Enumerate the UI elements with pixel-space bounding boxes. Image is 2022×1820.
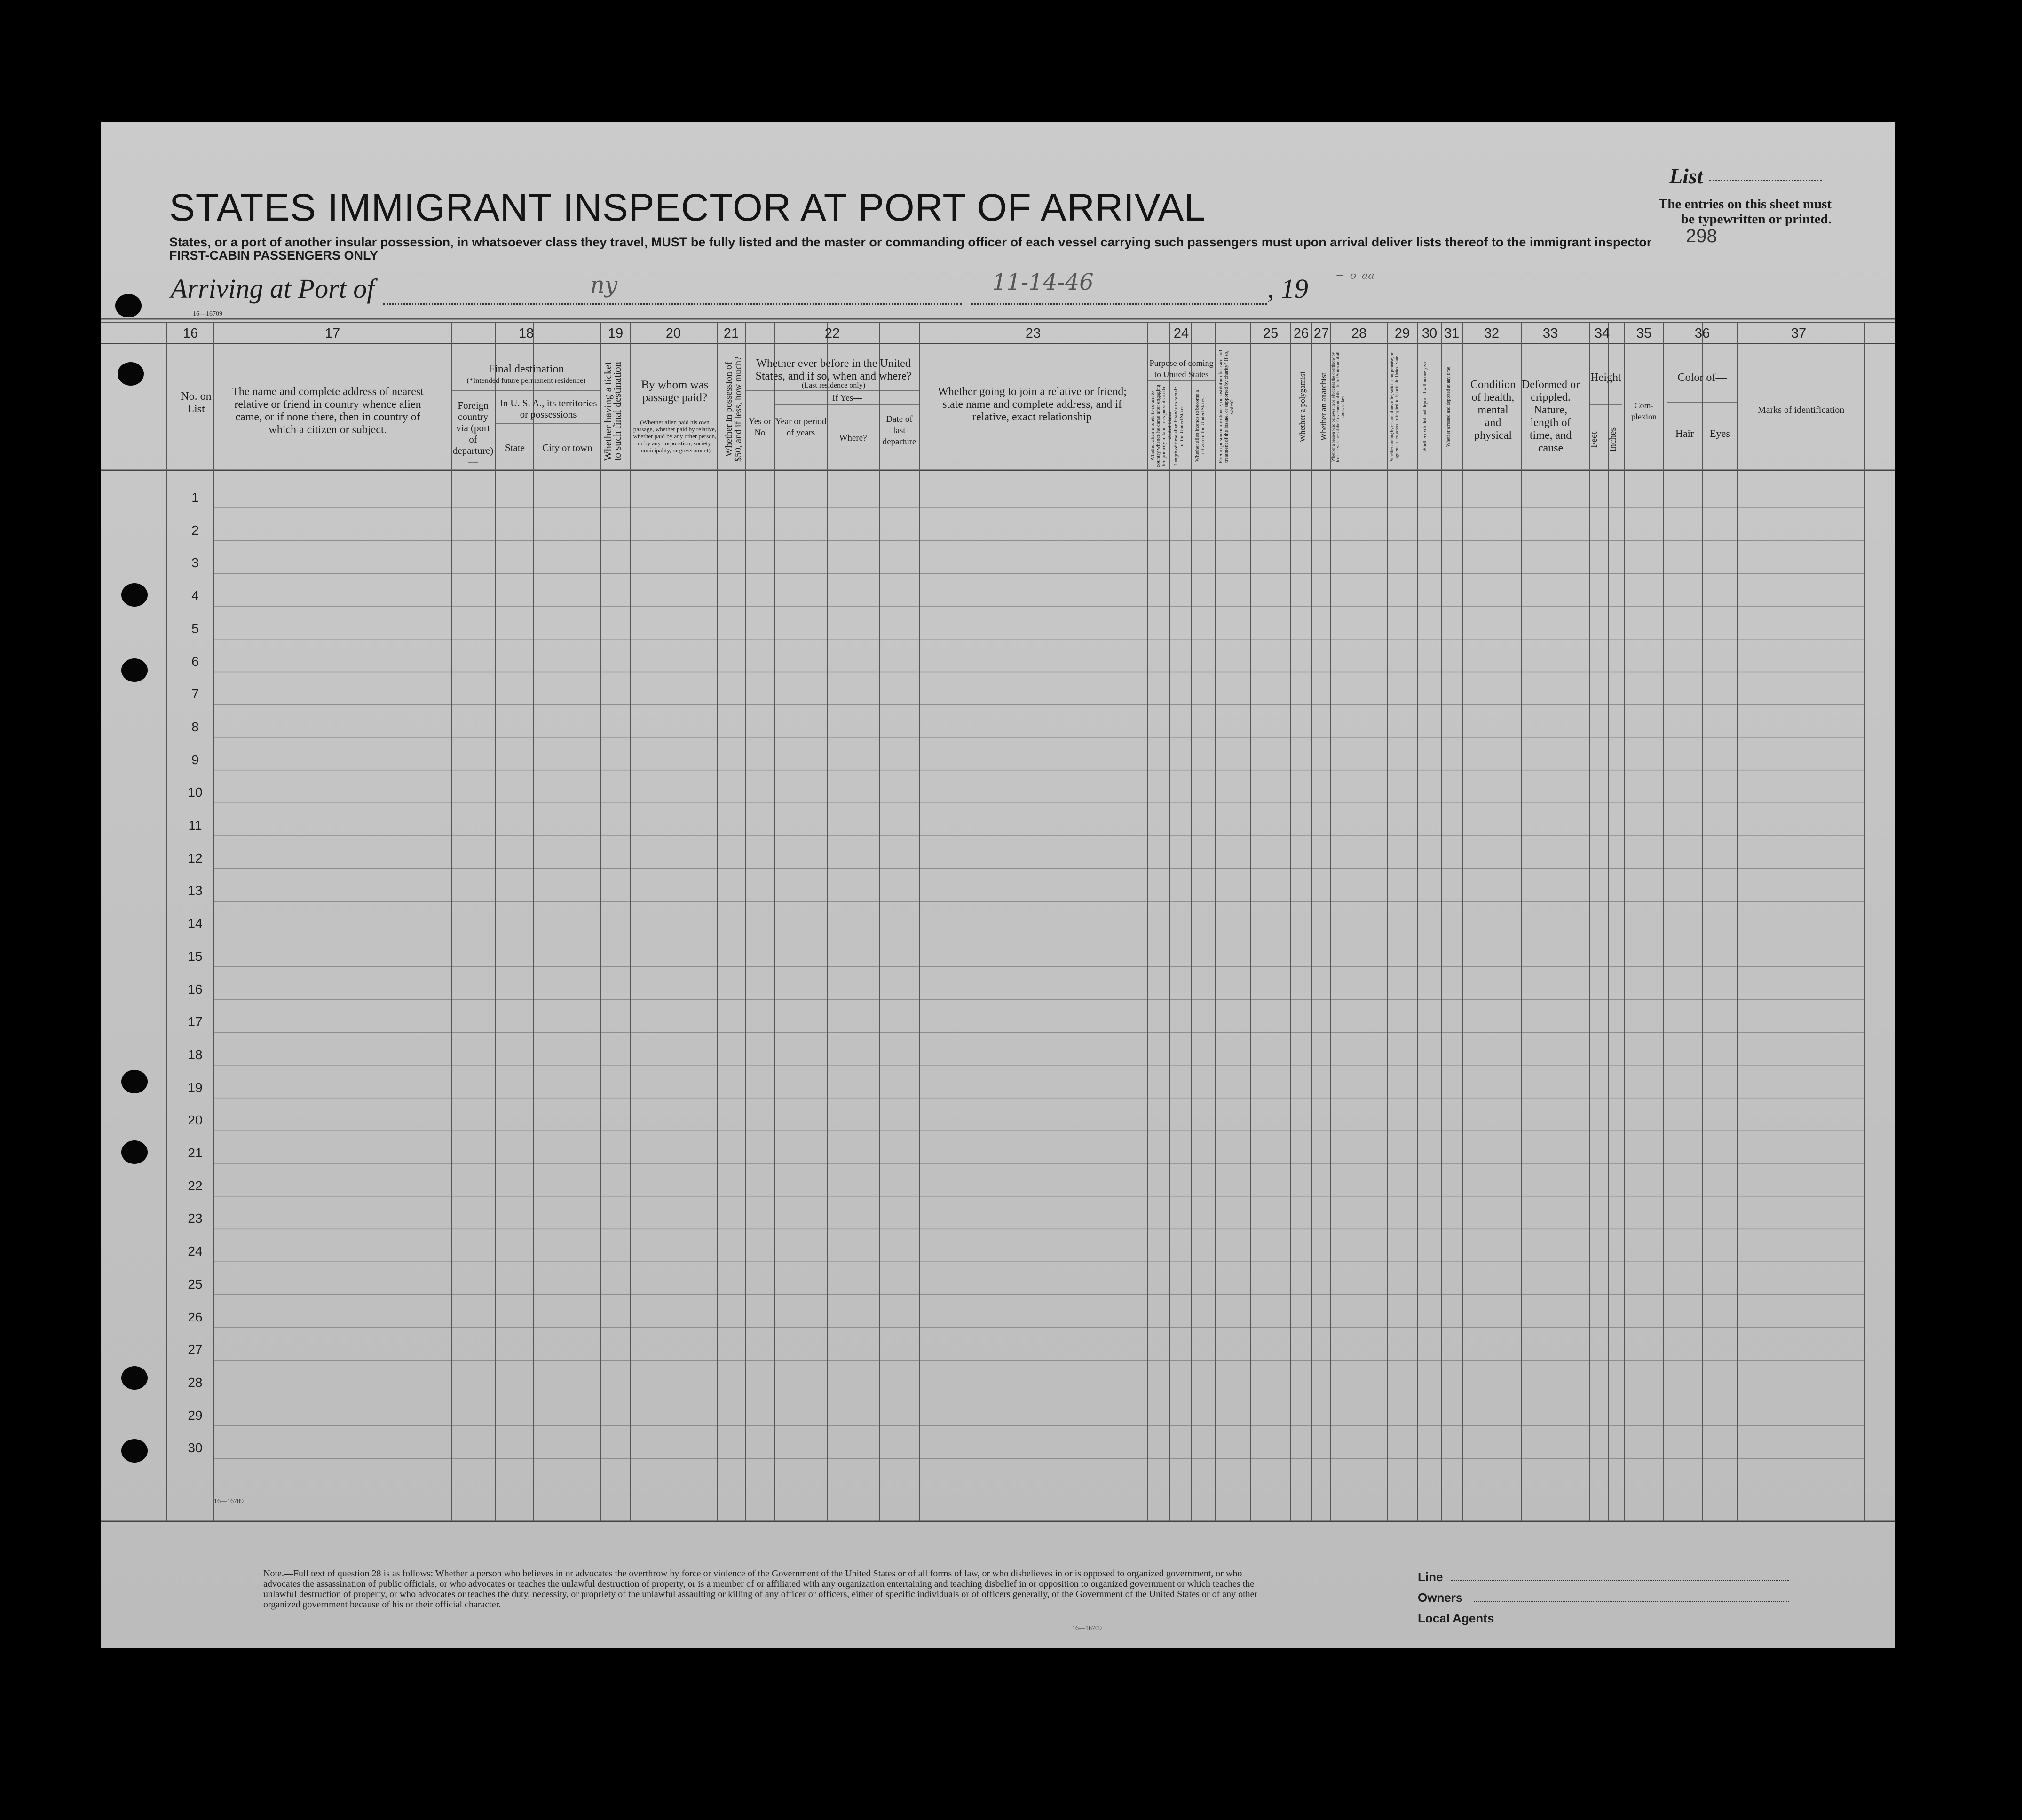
binder-hole-icon	[121, 1070, 148, 1093]
row-number: 2	[191, 522, 199, 538]
row-number: 24	[188, 1244, 203, 1259]
column-number: 22	[824, 326, 840, 341]
form-number-table: 16—16709	[214, 1498, 244, 1505]
class-text: FIRST-CABIN PASSENGERS ONLY	[169, 248, 379, 262]
col18-note: (*Intended future permanent residence)	[466, 377, 586, 385]
purpose-c-header: Whether alien intends to become a citizen of the United States	[1194, 390, 1206, 462]
binder-hole-icon	[121, 658, 148, 682]
col20-header: By whom was passage paid?	[641, 379, 709, 404]
col18-header: Final destination	[488, 363, 564, 375]
binder-hole-icon	[115, 294, 142, 317]
sheet-number: 298	[1686, 226, 1717, 246]
binder-hole-icon	[121, 1140, 148, 1164]
intro-text: States, or a port of another insular possession, in whatsoever class they travel, MUST be fully listed and the master or commanding officer of each vessel carrying such passengers must upon arrival deliver lists thereof to the immigrant inspector	[169, 235, 1652, 249]
row-number: 27	[188, 1342, 203, 1357]
col36-header: Color of—	[1677, 372, 1727, 384]
port-handwritten: ny	[590, 272, 618, 298]
last-departure-header: Date of last departure	[882, 414, 916, 447]
col24-header: Purpose of coming to United States	[1149, 358, 1214, 379]
column-number: 36	[1694, 326, 1710, 341]
row-number: 10	[188, 785, 203, 800]
col19-header: Whether having a ticket to such final destination	[602, 362, 623, 461]
row-number: 12	[188, 850, 203, 865]
col25-header: Ever in prison or almshouse, or institution for care and treatment of the insane, or supported by charity? If so, which?	[1218, 350, 1235, 464]
col26-header: Whether a polygamist	[1298, 371, 1307, 443]
col20-note: (Whether alien paid his own passage, whether paid by relative, whether paid by any other person, or by any corporation, society, municipality, or government)	[633, 419, 717, 454]
row-number: 5	[191, 621, 199, 636]
footer-note: Note.—Full text of question 28 is as follows: Whether a person who believes in or advocates the overthrow by force or violence of the Government of the United States or of all forms of law, or who disbelieves in or is opposed to organized government, or who advocates the assassination of public officials, or who advocates or teaches the unlawful destruction of property, or is a member of or affiliated with any organization entertaining and teaching disbelief in or opposition to organized government or which teaches the unlawful destruction of property, or who advocates or teaches the duty, necessity, or propriety of the unlawful assaulting or killing of any officer or officers, either of specific individuals or of officers generally, of the Government of the United States or of any other organized government because of his or their official character.	[263, 1568, 1258, 1610]
row-number: 3	[191, 555, 199, 570]
column-number: 21	[723, 326, 739, 341]
purpose-b-header: Length of time alien intends to remain in the United States	[1173, 386, 1185, 466]
row-number: 28	[188, 1375, 203, 1390]
col35-header: Com-plexion	[1631, 401, 1657, 421]
state-header: State	[505, 442, 525, 453]
row-number: 14	[188, 916, 203, 931]
date-handwritten: 11-14-46	[992, 269, 1094, 295]
col16-header: No. on List	[181, 390, 212, 415]
col21-header: Whether in possession of $50, and if less, how much?	[724, 356, 743, 462]
row-number: 1	[191, 490, 199, 505]
yes-no-header: Yes or No	[748, 417, 772, 438]
local-agents-label: Local Agents	[1418, 1611, 1494, 1625]
column-number: 20	[665, 326, 681, 341]
row-number: 20	[188, 1113, 203, 1128]
row-number: 13	[188, 883, 203, 898]
table-grid	[101, 122, 1895, 1648]
if-yes-header: If Yes—	[832, 393, 862, 403]
row-number: 8	[191, 719, 199, 734]
row-number: 25	[188, 1276, 203, 1291]
form-number-top: 16—16709	[193, 310, 222, 317]
col29-header: Whether coming by reason of any offer, solicitation, promise, or agreement, expressed or implied, to labor in the United States	[1390, 352, 1399, 461]
binder-hole-icon	[118, 362, 144, 386]
footer-form-number: 16—16709	[1072, 1625, 1102, 1632]
typewritten-note-2: be typewritten or printed.	[1681, 212, 1832, 227]
row-number: 6	[191, 654, 199, 669]
col31-header: Whether arrested and deported at any time	[1446, 367, 1451, 447]
column-number: 33	[1542, 326, 1558, 341]
where-header: Where?	[839, 433, 867, 443]
list-label: List	[1669, 164, 1703, 188]
feet-header: Feet	[1589, 431, 1599, 448]
col32-header: Condition of health, mental and physical	[1470, 379, 1516, 442]
col17-header: The name and complete address of nearest relative or friend in country whence alien came, or if none there, then in country of which a citizen or subject.	[232, 386, 424, 436]
column-number: 32	[1484, 326, 1500, 341]
arriving-label: Arriving at Port of	[171, 273, 375, 304]
eyes-header: Eyes	[1710, 427, 1730, 439]
column-number: 17	[324, 326, 340, 341]
binder-hole-icon	[121, 583, 148, 607]
col37-header: Marks of identification	[1757, 405, 1845, 415]
column-number: 28	[1351, 326, 1367, 341]
row-number: 11	[188, 818, 202, 832]
row-number: 22	[188, 1178, 203, 1193]
column-number: 34	[1594, 326, 1610, 341]
column-number: 29	[1394, 326, 1410, 341]
owners-field[interactable]	[1474, 1601, 1789, 1602]
line-label: Line	[1418, 1570, 1443, 1584]
year-period-header: Year or period of years	[775, 417, 827, 438]
col22-header: Whether ever before in the United States, and if so, when and where?	[755, 357, 912, 382]
in-usa-header: In U. S. A., its territories or possessions	[499, 397, 597, 420]
hair-header: Hair	[1675, 427, 1694, 439]
column-number: 30	[1422, 326, 1438, 341]
year-prefix: , 19	[1267, 273, 1308, 304]
row-number: 19	[188, 1080, 203, 1095]
column-number: 31	[1444, 326, 1460, 341]
col23-header: Whether going to join a relative or friend; state name and complete address, and if relative, exact relationship	[938, 386, 1127, 423]
city-header: City or town	[542, 442, 592, 453]
row-number: 4	[191, 588, 199, 603]
col22-note: (Last residence only)	[801, 381, 866, 389]
row-number: 29	[188, 1408, 203, 1423]
row-number: 30	[188, 1440, 203, 1456]
typewritten-note-1: The entries on this sheet must	[1658, 197, 1832, 212]
binder-hole-icon	[121, 1366, 148, 1390]
col30-header: Whether excluded and deported within one year	[1422, 361, 1428, 452]
purpose-a-header: Whether alien intends to return to country whence he came after engaging temporarily in laborious pursuits in the United States	[1150, 385, 1172, 467]
line-field[interactable]	[1451, 1580, 1789, 1581]
column-number: 18	[518, 326, 534, 341]
column-number: 24	[1173, 326, 1189, 341]
row-number: 17	[188, 1014, 203, 1029]
inches-header: Inches	[1608, 427, 1618, 452]
owners-label: Owners	[1418, 1591, 1463, 1605]
page-title: STATES IMMIGRANT INSPECTOR AT PORT OF ARRIVAL	[169, 186, 1206, 229]
row-number: 15	[188, 949, 203, 964]
column-number: 37	[1791, 326, 1807, 341]
column-number: 16	[182, 326, 198, 341]
manifest-sheet	[101, 122, 1895, 1648]
row-number: 23	[188, 1211, 203, 1226]
col27-header: Whether an anarchist	[1319, 372, 1328, 441]
column-number: 27	[1313, 326, 1329, 341]
row-number: 18	[188, 1047, 203, 1062]
col33-header: Deformed or crippled. Nature, length of time, and cause	[1521, 379, 1580, 454]
binder-hole-icon	[121, 1439, 148, 1463]
column-number: 35	[1636, 326, 1652, 341]
row-number: 26	[188, 1309, 203, 1324]
column-number: 19	[608, 326, 624, 341]
row-number: 21	[188, 1146, 203, 1160]
col34-header: Height	[1590, 372, 1621, 384]
row-number: 9	[191, 752, 199, 767]
column-number: 25	[1263, 326, 1279, 341]
column-number: 23	[1025, 326, 1041, 341]
row-number: 7	[191, 687, 199, 702]
column-number: 26	[1293, 326, 1309, 341]
col28-header: Whether a person who believes in or advocates the overthrow by force or violence of the Government of the United States or of all forms of law	[1331, 351, 1345, 462]
row-number: 16	[188, 981, 203, 997]
year-scribble-icon: ⁻ ᵒ ᵃᵃ	[1335, 269, 1374, 288]
foreign-country-header: Foreign country via (port of departure)—	[452, 400, 494, 467]
